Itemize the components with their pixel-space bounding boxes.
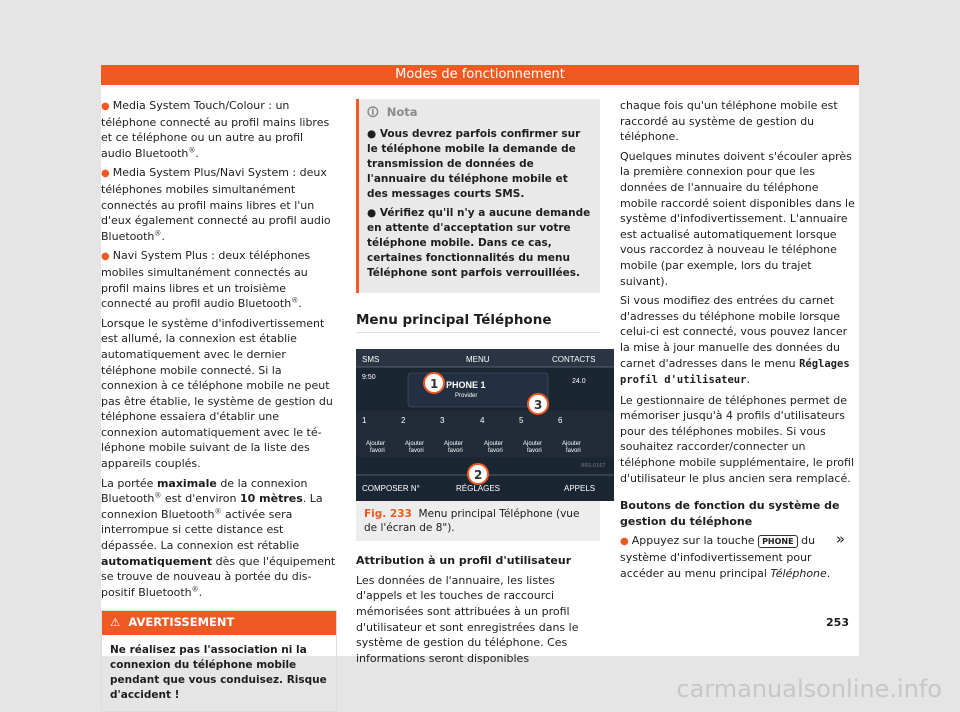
phone-key-icon: PHONE	[758, 535, 798, 548]
paragraph: Le gestionnaire de téléphones permet de mémoriser jusqu'à 4 profils d'utilisateurs pour des téléphones mobiles. Si vous souhaitez raccorder/connecter un téléphone mobile supplémentaire, le profil d'utilisateur le plus ancien sera remplacé.	[620, 393, 855, 485]
paragraph: chaque fois qu'un téléphone mobile est raccordé au système de gestion du téléphone.	[620, 99, 838, 144]
slot-5[interactable]: 5	[519, 416, 524, 426]
bullet-icon: ●	[101, 101, 110, 112]
column-left	[101, 98, 337, 712]
paragraph: La portée maximale de la connexion Bluetooth® est d'environ 10 mètres. La connexion Bluetooth® activée sera interrompue si cette distance est dépassée. La connexion est rétablie automatiquement dès que l'équipement se trouve de nouveau à portée du dispositif Bluetooth®.	[101, 476, 336, 599]
contacts-tab[interactable]: CONTACTS	[552, 355, 596, 365]
figure	[356, 349, 606, 541]
note-item: ● Vérifiez qu'il n'y a aucune demande en attente d'acceptation sur votre téléphone mobile. Dans ce cas, certaines fonctionnalités du menu Téléphone sont parfois verrouillées.	[367, 206, 591, 279]
note-box	[356, 99, 600, 293]
page-number: 253	[826, 616, 849, 629]
temperature: 24.0	[572, 378, 586, 386]
slot-2[interactable]: 2	[401, 416, 406, 426]
svg-text:favori: favori	[409, 448, 424, 455]
svg-text:3: 3	[534, 398, 543, 413]
paragraph: Si vous modifiez des entrées du carnet d'adresses du téléphone mobile lorsque celui-ci est connecté, vous pouvez lancer la mise à jour manuelle des données du carnet d'adresses dans le menu Réglages profil d'utilisateur.	[620, 294, 850, 387]
warning-text: Ne réalisez pas l'association ni la connexion du téléphone mobile pendant que vous conduisez. Risque d'accident !	[110, 644, 327, 701]
appels-button[interactable]: APPELS	[564, 484, 596, 494]
svg-text:Ajouter: Ajouter	[523, 441, 543, 448]
warning-header: ⚠ AVERTISSEMENT	[102, 611, 336, 635]
bullet-item: ● Media System Plus/Navi System : deux téléphones mobiles simultanément connectés au profil mains libres et l'un d'eux également connecté au profil audio Bluetooth®.	[101, 166, 331, 243]
slot-3[interactable]: 3	[440, 416, 445, 426]
note-item: ● Vous devrez parfois confirmer sur le téléphone mobile la demande de transmission de données de l'annuaire du téléphone mobile et des messages courts SMS.	[367, 127, 581, 200]
bullet-icon: ●	[101, 168, 110, 180]
paragraph: Les données de l'annuaire, les listes d'appels et les touches de raccourci mémorisées sont attribuées à un profil d'utilisateur et sont enregistrées dans le système de gestion du téléphone. Ces informations seront disponibles	[356, 573, 579, 665]
composer-button[interactable]: COMPOSER N°	[362, 484, 420, 494]
section-title: Menu principal Téléphone	[356, 313, 600, 334]
sms-tab[interactable]: SMS	[362, 355, 380, 365]
note-icon: 🛈	[367, 105, 379, 119]
svg-text:Ajouter: Ajouter	[484, 441, 504, 448]
svg-text:Ajouter: Ajouter	[366, 441, 386, 448]
bullet-item: ● Media System Touch/Colour : un téléphone connecté au profil mains libres et ce téléphone ou un autre au profil audio Bluetooth®.	[101, 99, 330, 160]
paragraph: Lorsque le système d'infodivertissement est allumé, la connexion est établie automatiquement avec le dernier téléphone mobile connecté. Si la connexion à ce téléphone mobile ne peut pas être établie, le système de gestion du téléphone essaiera d'établir une connexion automatiquement avec le téléphone mobile suivant de la liste des appareils couplés.	[101, 316, 333, 471]
svg-text:2: 2	[474, 468, 483, 483]
image-code: BRS-0167	[581, 463, 606, 470]
warning-triangle-icon: ⚠	[110, 615, 121, 630]
svg-text:Ajouter: Ajouter	[405, 441, 425, 448]
svg-text:Ajouter: Ajouter	[444, 441, 464, 448]
svg-text:favori: favori	[448, 448, 463, 455]
svg-text:favori: favori	[566, 448, 581, 455]
slot-6[interactable]: 6	[558, 416, 563, 426]
phone-name: PHONE 1	[446, 380, 486, 391]
continue-marker: »	[835, 530, 845, 548]
subheading: Attribution à un profil d'utilisateur	[356, 554, 572, 568]
column-right	[620, 98, 856, 585]
bullet-item: ● Appuyez sur la touche PHONE du système d'infodivertissement pour accéder au menu principal Téléphone.	[620, 534, 831, 580]
note-header: 🛈 Nota	[367, 105, 418, 119]
svg-text:Ajouter: Ajouter	[562, 441, 582, 448]
watermark: carmanualsonline.info	[676, 675, 942, 703]
bullet-icon: ●	[620, 536, 629, 548]
paragraph: Quelques minutes doivent s'écouler après la première connexion pour que les données de l'annuaire du téléphone mobile raccordé soient disponibles dans le système d'infodivertissement. L'annuaire est actualisé automatiquement lorsque vous raccordez à nouveau le téléphone mobile (par exemple, lors du trajet suivant).	[620, 149, 855, 288]
provider-name: Provider	[455, 393, 478, 400]
page-header: Modes de fonctionnement	[101, 65, 859, 85]
screen-graphic	[356, 349, 614, 501]
slot-1[interactable]: 1	[362, 416, 367, 426]
bullet-item: ● Navi System Plus : deux téléphones mobiles simultanément connectés au profil mains libres et un troisième connecté au profil audio Bluetooth®.	[101, 249, 311, 311]
svg-text:favori: favori	[370, 448, 385, 455]
subheading: Boutons de fonction du système de gestion du téléphone	[620, 499, 840, 528]
svg-text:favori: favori	[488, 448, 503, 455]
figure-caption: Fig. 233 Menu principal Téléphone (vue de l'écran de 8").	[356, 501, 600, 541]
svg-text:favori: favori	[527, 448, 542, 455]
svg-text:1: 1	[430, 377, 439, 392]
menu-tab[interactable]: MENU	[466, 355, 490, 365]
reglages-button[interactable]: RÉGLAGES	[456, 484, 501, 494]
infotainment-screen	[356, 349, 614, 501]
clock-text: 9:50	[362, 374, 376, 382]
slot-4[interactable]: 4	[480, 416, 485, 426]
column-middle	[356, 99, 606, 670]
bullet-icon: ●	[101, 251, 110, 263]
